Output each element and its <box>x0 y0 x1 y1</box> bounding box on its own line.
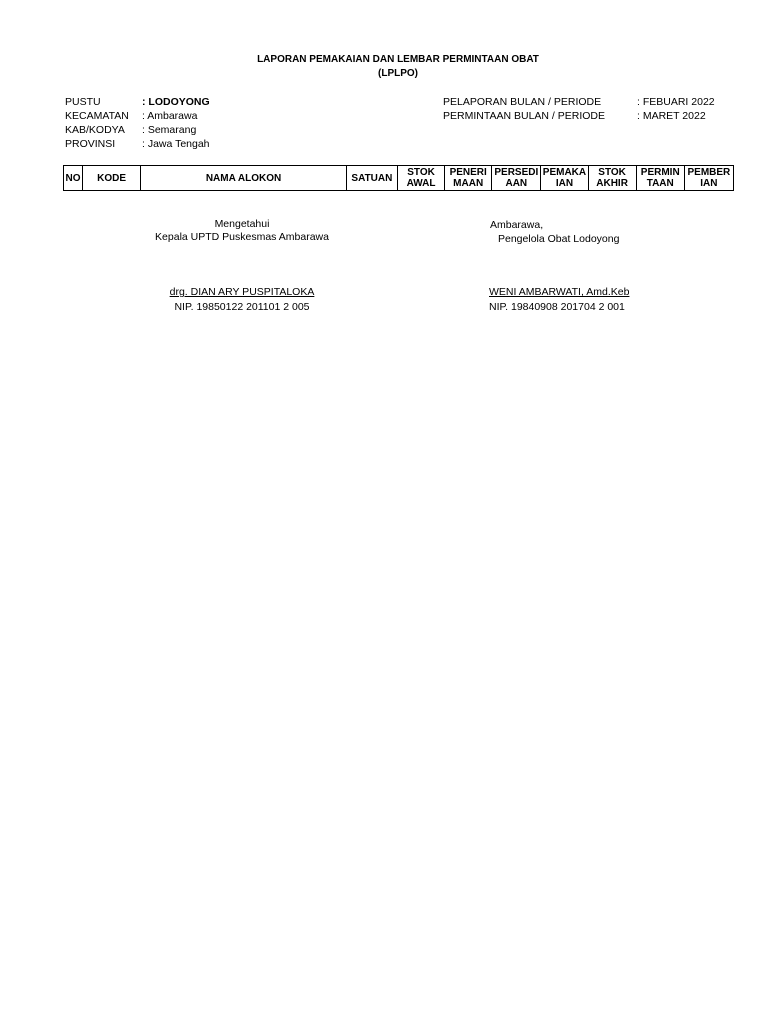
signature-right-name: WENI AMBARWATI, Amd.Keb <box>489 286 630 298</box>
signature-left-nip: NIP. 19850122 201101 2 005 <box>174 301 310 313</box>
signature-right-line2: Pengelola Obat Lodoyong <box>498 233 620 245</box>
column-header-pemakaian: PEMAKA IAN <box>542 167 587 189</box>
table-header-row <box>64 166 734 191</box>
column-header-penerimaan: PENERI MAAN <box>445 166 492 191</box>
report-subtitle: (LPLPO) <box>378 68 418 79</box>
column-header-stok-awal: STOK AWAL <box>397 166 444 191</box>
info-value-permintaan: : MARET 2022 <box>637 110 706 122</box>
column-header-no: NO <box>64 166 83 191</box>
info-label-kecamatan: KECAMATAN <box>65 110 129 122</box>
column-header-satuan: SATUAN <box>346 166 397 191</box>
signature-right-nip: NIP. 19840908 201704 2 001 <box>489 301 625 313</box>
info-label-pustu: PUSTU <box>65 96 101 108</box>
info-value-pustu: : LODOYONG <box>142 96 210 108</box>
column-header-permintaan: PERMIN TAAN <box>636 166 684 191</box>
column-header-persediaan: PERSEDI AAN <box>492 166 541 191</box>
info-value-provinsi: : Jawa Tengah <box>142 138 210 150</box>
info-value-kecamatan: : Ambarawa <box>142 110 198 122</box>
column-header-kode: KODE <box>83 166 141 191</box>
info-label-pelaporan: PELAPORAN BULAN / PERIODE <box>443 96 602 108</box>
lplpo-table <box>63 165 734 191</box>
signature-left-name: drg. DIAN ARY PUSPITALOKA <box>169 286 315 298</box>
signature-right-line1: Ambarawa, <box>490 219 544 231</box>
info-value-pelaporan: : FEBUARI 2022 <box>637 96 715 108</box>
info-label-kabkodya: KAB/KODYA <box>65 124 125 136</box>
signature-left-line1: Mengetahui <box>214 218 270 230</box>
column-header-pemberian: PEMBER IAN <box>684 166 733 191</box>
report-title: LAPORAN PEMAKAIAN DAN LEMBAR PERMINTAAN OBAT <box>257 54 539 65</box>
column-header-stok-akhir: STOK AKHIR <box>588 166 636 191</box>
signature-left-line2: Kepala UPTD Puskesmas Ambarawa <box>155 231 329 243</box>
column-header-nama-alokon: NAMA ALOKON <box>141 166 347 191</box>
info-value-kabkodya: : Semarang <box>142 124 197 136</box>
info-label-provinsi: PROVINSI <box>65 138 116 150</box>
info-label-permintaan: PERMINTAAN BULAN / PERIODE <box>443 110 606 122</box>
